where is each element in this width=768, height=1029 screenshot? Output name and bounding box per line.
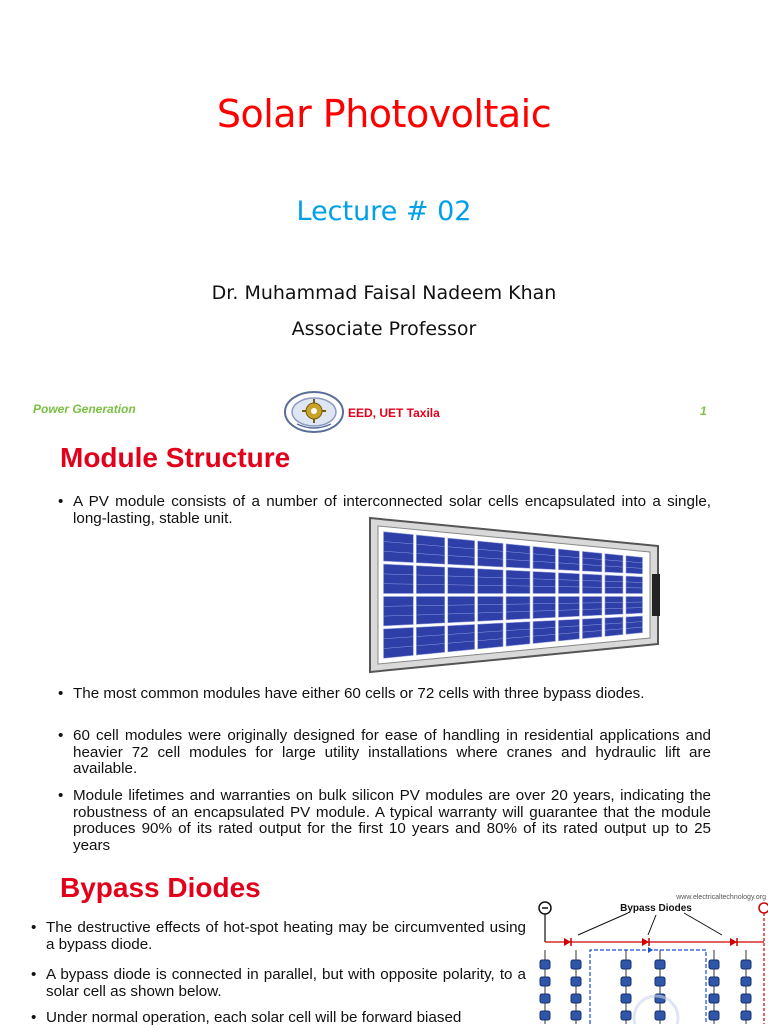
pv-cell-symbol — [655, 977, 665, 986]
bullet-item — [46, 920, 526, 953]
solar-cell — [416, 597, 444, 625]
bullet-dot: • — [58, 788, 63, 805]
solar-cell — [533, 597, 555, 619]
solar-cell — [582, 618, 602, 639]
slide-title: Solar Photovoltaic — [0, 92, 768, 136]
bullet-text: 60 cell modules were originally designed for ease of handling in residential applications and heavier 72 cell modules for large utility installations where cranes and hydraulic lift are available. — [73, 727, 711, 777]
solar-cell — [506, 597, 530, 620]
solar-cell — [448, 624, 475, 652]
bullet-dot: • — [31, 920, 36, 937]
solar-cell — [582, 574, 602, 594]
page-number: 1 — [700, 404, 707, 418]
solar-cell — [506, 544, 530, 569]
bullet-text: The destructive effects of hot-spot heating may be circumvented using a bypass diode. — [46, 919, 526, 953]
pv-cell-symbol — [571, 994, 581, 1003]
pv-cell-symbol — [540, 994, 550, 1003]
solar-cell — [558, 597, 579, 618]
pv-cell-symbol — [709, 1011, 719, 1020]
solar-cell — [533, 546, 555, 569]
bullet-dot: • — [31, 967, 36, 984]
solar-cell — [478, 569, 503, 594]
bullet-item — [46, 967, 526, 1000]
bullet-item — [73, 788, 711, 854]
solar-cell — [582, 597, 602, 617]
pv-cell-symbol — [621, 994, 631, 1003]
footer-department: EED, UET Taxila — [348, 406, 440, 420]
solar-cell — [582, 551, 602, 572]
footer-course: Power Generation — [33, 402, 136, 416]
bullet-text: A PV module consists of a number of interconnected solar cells encapsulated into a single, long-lasting, stable unit. — [73, 493, 711, 527]
pv-cell-symbol — [709, 960, 719, 969]
solar-cell — [478, 597, 503, 622]
pv-cell-symbol — [571, 977, 581, 986]
solar-cell — [384, 564, 414, 593]
solar-cell — [448, 567, 475, 593]
solar-cell — [605, 554, 623, 573]
bypass-diode-diagram — [536, 888, 768, 1024]
solar-cell — [533, 571, 555, 593]
author-role: Associate Professor — [0, 318, 768, 340]
pv-cell-symbol — [741, 977, 751, 986]
bullet-dot: • — [31, 1010, 36, 1027]
solar-cell — [558, 573, 579, 594]
bullet-text: The most common modules have either 60 cells or 72 cells with three bypass diodes. — [73, 685, 645, 702]
pv-cell-symbol — [741, 960, 751, 969]
bullet-dot: • — [58, 686, 63, 703]
solar-cell — [416, 566, 444, 594]
solar-cell — [605, 597, 623, 615]
section-heading-module-structure: Module Structure — [60, 442, 290, 474]
solar-cell — [448, 597, 475, 623]
solar-panel-image — [366, 516, 662, 674]
pv-cell-symbol — [540, 977, 550, 986]
pv-cell-symbol — [655, 960, 665, 969]
pv-cell-symbol — [621, 960, 631, 969]
university-logo-icon — [283, 390, 345, 434]
pv-cell-symbol — [540, 960, 550, 969]
pv-cell-symbol — [621, 1011, 631, 1020]
bullet-item — [46, 1010, 526, 1027]
diagram-label: Bypass Diodes — [620, 903, 692, 914]
solar-cell — [384, 532, 414, 563]
bullet-text: A bypass diode is connected in parallel, but with opposite polarity, to a solar cell as shown below. — [46, 966, 526, 1000]
bullet-item — [73, 728, 711, 778]
bullet-text: Module lifetimes and warranties on bulk silicon PV modules are over 20 years, indicating the robustness of an encapsulated PV module. A typical warranty will guarantee that the module produces 90% of its rated output for the first 10 years and 80% of its rated output up to 25 years — [73, 787, 711, 854]
solar-cell — [448, 538, 475, 566]
solar-cell — [626, 556, 643, 574]
solar-cell — [478, 623, 503, 649]
pv-cell-symbol — [571, 960, 581, 969]
bullet-text: Under normal operation, each solar cell will be forward biased — [46, 1009, 461, 1026]
solar-cell — [506, 570, 530, 593]
pv-cell-symbol — [741, 994, 751, 1003]
section-heading-bypass-diodes: Bypass Diodes — [60, 872, 261, 904]
pv-cell-symbol — [571, 1011, 581, 1020]
solar-cell — [478, 541, 503, 567]
solar-cell — [626, 616, 643, 634]
bullet-dot: • — [58, 494, 63, 511]
solar-cell — [506, 622, 530, 647]
solar-cell — [384, 597, 414, 626]
bullet-dot: • — [58, 728, 63, 745]
solar-cell — [626, 576, 643, 593]
pv-cell-symbol — [709, 977, 719, 986]
pv-cell-symbol — [655, 1011, 665, 1020]
solar-cell — [558, 619, 579, 641]
solar-cell — [416, 626, 444, 655]
solar-cell — [605, 575, 623, 593]
solar-cell — [384, 627, 414, 658]
solar-cell — [533, 620, 555, 643]
pv-cell-symbol — [709, 994, 719, 1003]
solar-cell — [558, 549, 579, 571]
diagram-source-text: www.electricaltechnology.org — [675, 894, 766, 901]
author-name: Dr. Muhammad Faisal Nadeem Khan — [0, 282, 768, 304]
solar-cell — [626, 597, 643, 614]
pv-cell-symbol — [540, 1011, 550, 1020]
lecture-number: Lecture # 02 — [0, 196, 768, 227]
pv-cell-symbol — [741, 1011, 751, 1020]
solar-cell — [416, 535, 444, 564]
solar-cell — [605, 617, 623, 636]
bullet-item — [73, 686, 711, 703]
pv-cell-symbol — [621, 977, 631, 986]
